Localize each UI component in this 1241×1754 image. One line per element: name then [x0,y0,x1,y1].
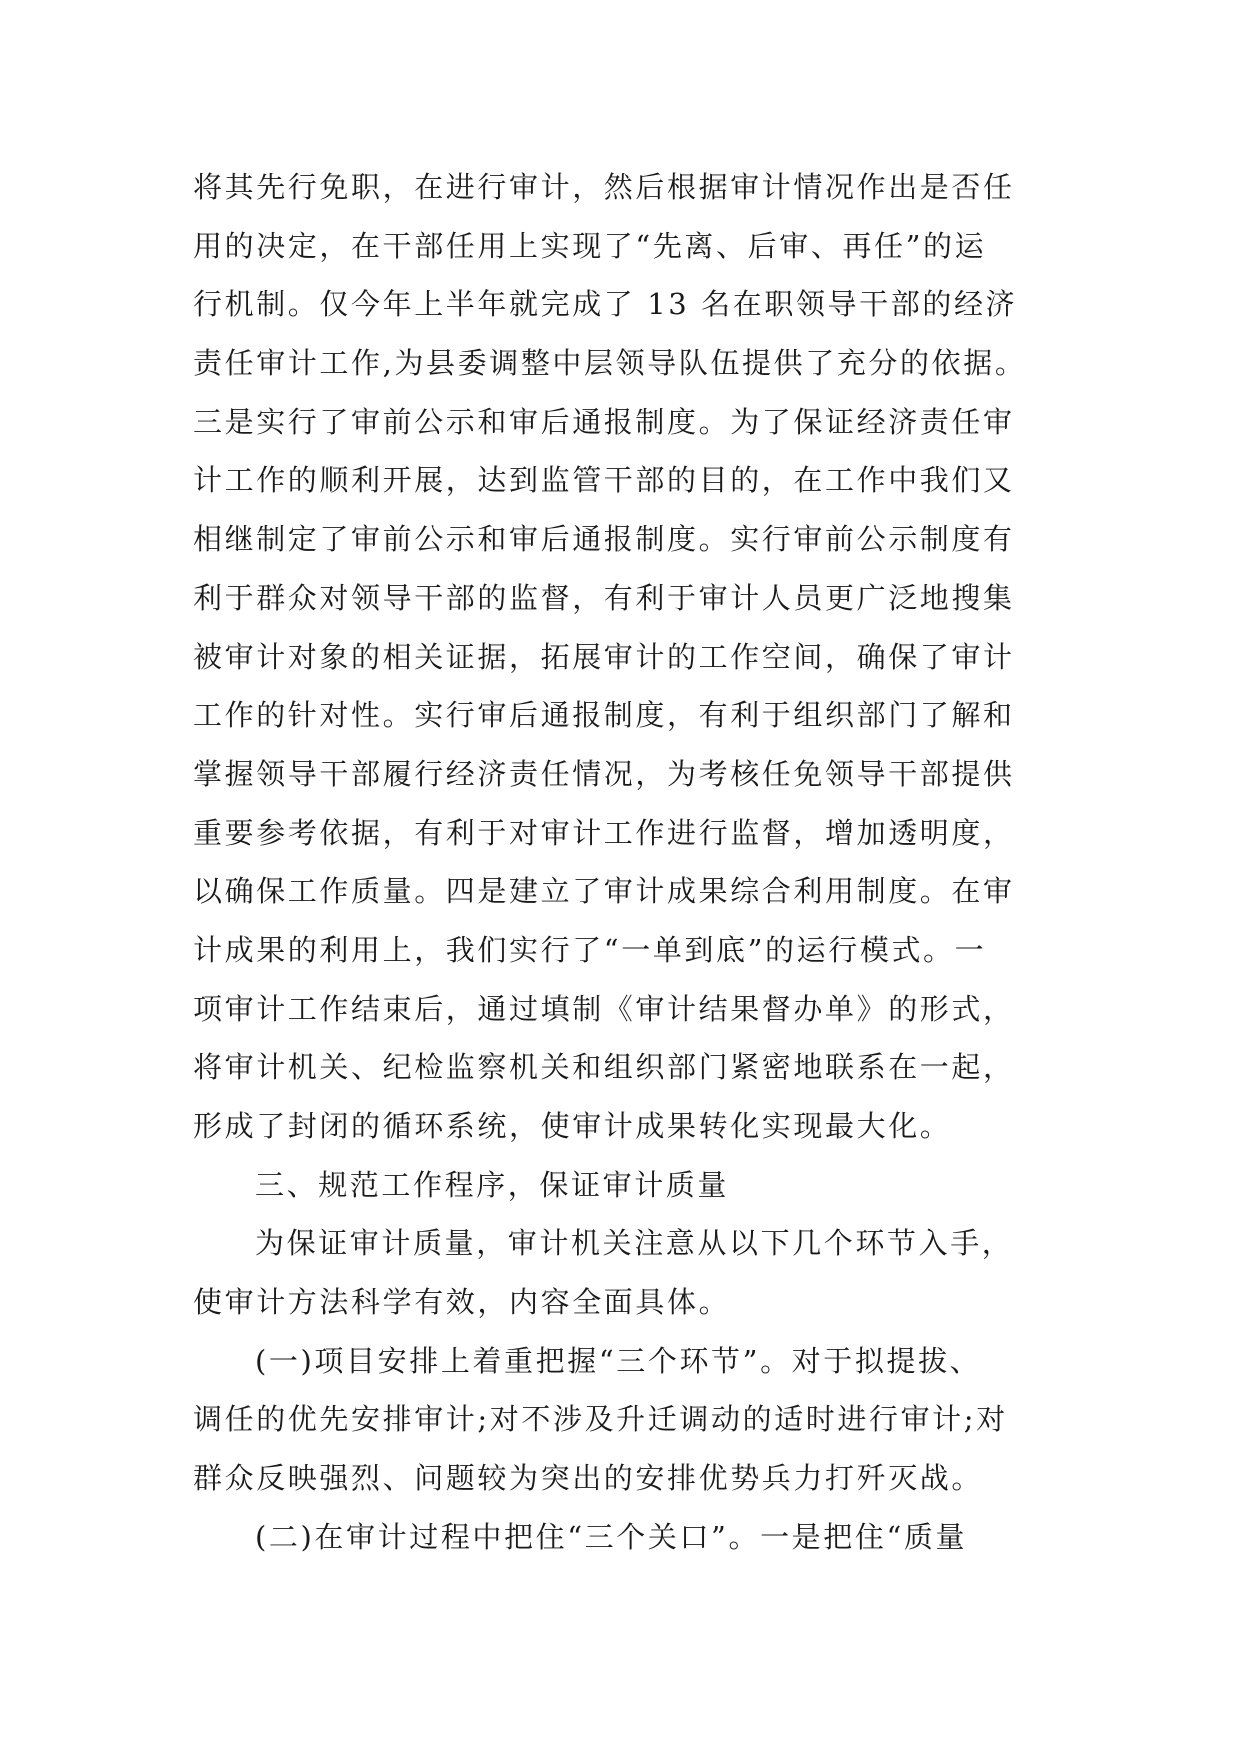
text-line: 行机制。仅今年上半年就完成了 13 名在职领导干部的经济 [193,287,1018,322]
text-line: 项审计工作结束后，通过填制《审计结果督办单》的形式， [193,991,1015,1026]
text-line: 工作的针对性。实行审后通报制度，有利于组织部门了解和 [193,698,1015,733]
text-line: (一)项目安排上着重把握“三个环节”。对于拟提拔、 [255,1343,982,1378]
section-heading: 三、规范工作程序，保证审计质量 [255,1167,730,1202]
text-line: 利于群众对领导干部的监督，有利于审计人员更广泛地搜集 [193,580,1015,615]
text-line: 相继制定了审前公示和审后通报制度。实行审前公示制度有 [193,522,1015,557]
text-line: 掌握领导干部履行经济责任情况，为考核任免领导干部提供 [193,756,1015,791]
document-body [193,158,1053,1567]
text-line: (二)在审计过程中把住“三个关口”。一是把住“质量 [255,1519,968,1554]
text-line: 被审计对象的相关证据，拓展审计的工作空间，确保了审计 [193,639,1015,674]
text-line: 将审计机关、纪检监察机关和组织部门紧密地联系在一起， [193,1050,1015,1085]
text-line: 用的决定，在干部任用上实现了“先离、后审、再任”的运 [193,228,987,263]
text-line: 使审计方法科学有效，内容全面具体。 [193,1285,731,1320]
text-line: 形成了封闭的循环系统，使审计成果转化实现最大化。 [193,1109,952,1143]
text-line: 重要参考依据，有利于对审计工作进行监督，增加透明度， [193,815,1015,850]
text-line: 责任审计工作,为县委调整中层领导队伍提供了充分的依据。 [193,346,1027,381]
text-line: 计工作的顺利开展，达到监管干部的目的，在工作中我们又 [193,463,1015,498]
text-line: 为保证审计质量，审计机关注意从以下几个环节入手， [255,1226,1014,1261]
text-line: 计成果的利用上，我们实行了“一单到底”的运行模式。一 [193,932,987,967]
text-line: 将其先行免职，在进行审计，然后根据审计情况作出是否任 [193,170,1015,204]
text-line: 调任的优先安排审计;对不涉及升迁调动的适时进行审计;对 [193,1402,1008,1437]
text-line: 以确保工作质量。四是建立了审计成果综合利用制度。在审 [193,874,1015,909]
text-line: 群众反映强烈、问题较为突出的安排优势兵力打歼灭战。 [193,1461,984,1496]
text-line: 三是实行了审前公示和审后通报制度。为了保证经济责任审 [193,404,1015,439]
